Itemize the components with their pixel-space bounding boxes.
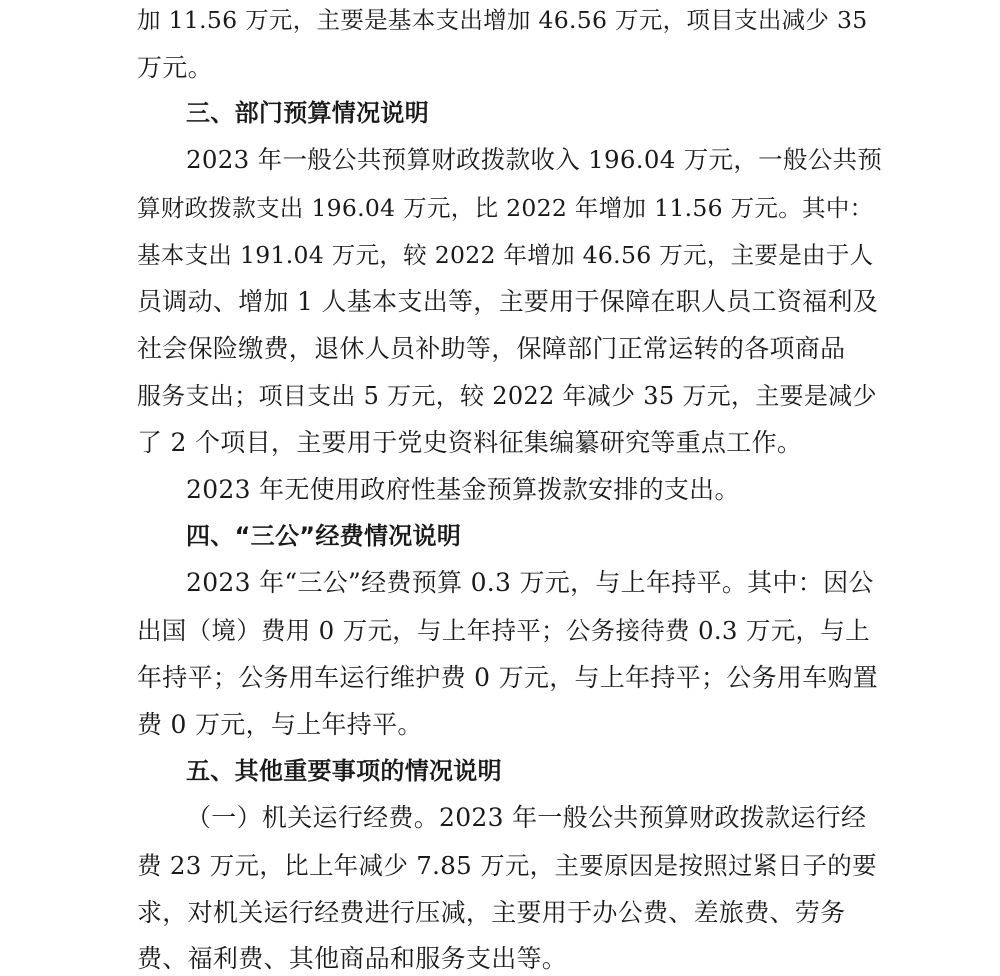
- section-heading-three-public: 四、“三公”经费情况说明: [186, 522, 462, 550]
- paragraph-line: 员调动、增加 1 人基本支出等，主要用于保障在职人员工资福利及: [137, 287, 879, 316]
- paragraph-line: 算财政拨款支出 196.04 万元，比 2022 年增加 11.56 万元。其中：: [137, 194, 874, 222]
- paragraph-line: 费 23 万元，比上年减少 7.85 万元，主要原因是按照过紧日子的要: [137, 851, 877, 880]
- paragraph-line: 2023 年“三公”经费预算 0.3 万元，与上年持平。其中：因公: [186, 568, 874, 597]
- paragraph-line: 基本支出 191.04 万元，较 2022 年增加 46.56 万元，主要是由于人: [137, 241, 874, 269]
- paragraph-line: 2023 年无使用政府性基金预算拨款安排的支出。: [186, 475, 740, 504]
- section-heading-budget: 三、部门预算情况说明: [186, 99, 429, 127]
- paragraph-line: 费、福利费、其他商品和服务支出等。: [137, 944, 568, 973]
- paragraph-line: （一）机关运行经费。2023 年一般公共预算财政拨款运行经: [186, 803, 867, 832]
- paragraph-line: 费 0 万元，与上年持平。: [137, 710, 423, 739]
- paragraph-line: 求，对机关运行经费进行压减，主要用于办公费、差旅费、劳务: [137, 898, 846, 927]
- paragraph-line: 出国（境）费用 0 万元，与上年持平；公务接待费 0.3 万元，与上: [137, 616, 870, 645]
- section-heading-other-matters: 五、其他重要事项的情况说明: [186, 757, 502, 785]
- paragraph-line: 年持平；公务用车运行维护费 0 万元，与上年持平；公务用车购置: [137, 663, 879, 692]
- paragraph-line: 加 11.56 万元，主要是基本支出增加 46.56 万元，项目支出减少 35: [137, 6, 868, 34]
- paragraph-line: 2023 年一般公共预算财政拨款收入 196.04 万元，一般公共预: [186, 145, 883, 174]
- paragraph-line: 社会保险缴费，退休人员补助等，保障部门正常运转的各项商品: [137, 334, 846, 363]
- paragraph-line: 了 2 个项目，主要用于党史资料征集编纂研究等重点工作。: [137, 428, 803, 457]
- paragraph-line: 万元。: [137, 53, 213, 82]
- paragraph-line: 服务支出；项目支出 5 万元，较 2022 年减少 35 万元，主要是减少: [137, 382, 877, 410]
